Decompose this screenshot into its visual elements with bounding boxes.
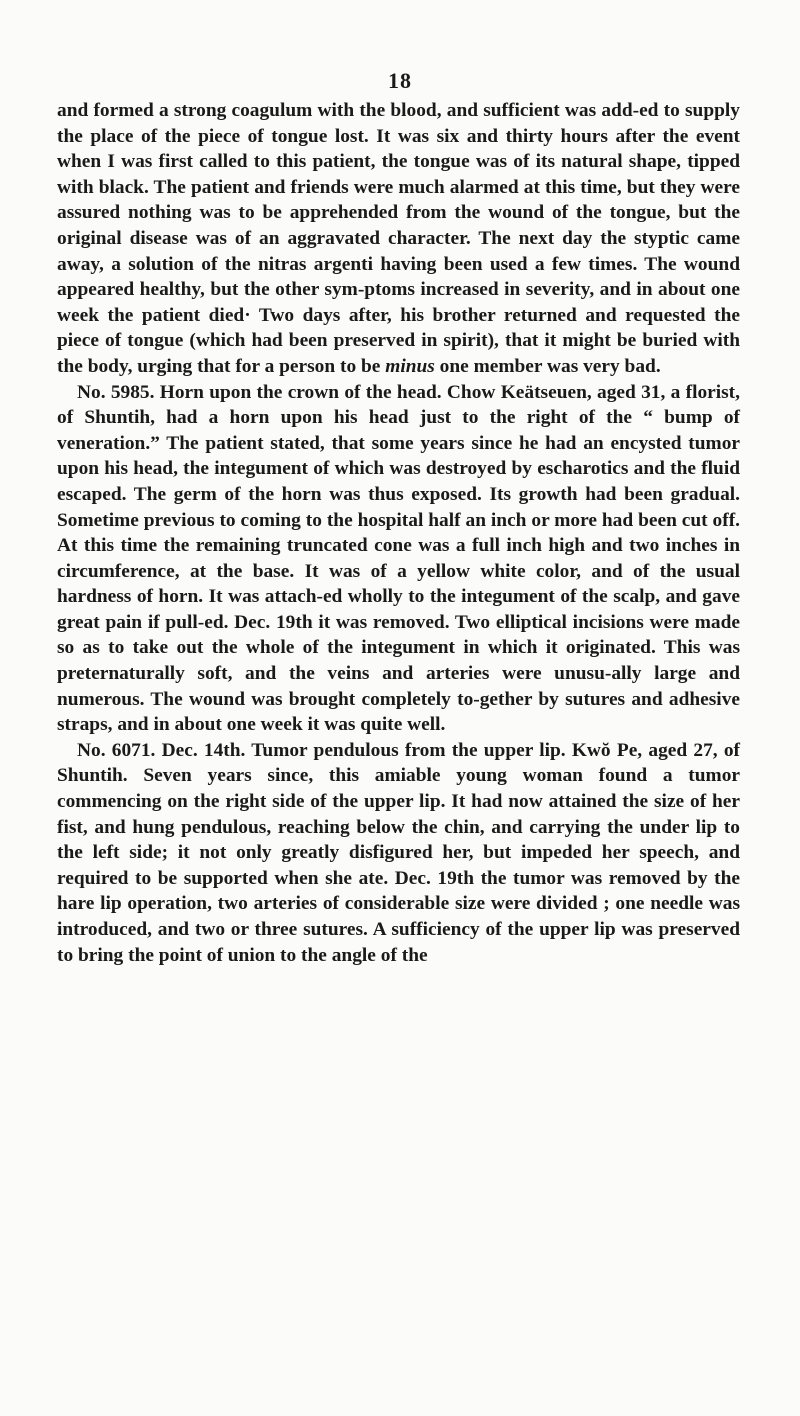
paragraph-continuation-end: one member was very bad. — [434, 355, 661, 377]
emphasis-minus: minus — [385, 355, 435, 377]
body-text — [57, 98, 740, 968]
paragraph-continuation-text: and formed a strong coagulum with the blood, and sufficient was add-ed to supply the place of the piece of tongue lost. It was six and thirty hours after the event when I was first called to this patient, the tongue was of its natural shape, tipped with black. The patient and friends were much alarmed at this time, but they were assured nothing was to be apprehended from the wound of the tongue, but the original disease was of an aggravated character. The next day the styptic came away, a solution of the nitras argenti having been used a few times. The wound appeared healthy, but the other sym-ptoms increased in severity, and in about one week the patient died· Two days after, his brother returned and requested the piece of tongue (which had been preserved in spirit), that it might be buried with the body, urging that for a person to be — [57, 100, 740, 377]
paragraph-continuation — [57, 98, 740, 380]
page-number: 18 — [388, 68, 412, 93]
paragraph-case-6071: No. 6071. Dec. 14th. Tumor pendulous from the upper lip. Kwŏ Pe, aged 27, of Shuntih. Seven years since, this amiable young woman found a tumor commencing on the right side of the upper lip. It had now attained the size of her fist, and hung pendulous, reaching below the chin, and carrying the under lip to the left side; it not only greatly disfigured her, but impeded her speech, and required to be supported when she ate. Dec. 19th the tumor was removed by the hare lip operation, two arteries of considerable size were divided ; one needle was introduced, and two or three sutures. A sufficiency of the upper lip was preserved to bring the point of union to the angle of the — [57, 739, 740, 966]
paragraph-case-5985: No. 5985. Horn upon the crown of the head. Chow Keätseuen, aged 31, a florist, of Shuntih, had a horn upon his head just to the right of the “ bump of veneration.” The patient stated, that some years since he had an encysted tumor upon his head, the integument of which was destroyed by escharotics and the fluid escaped. The germ of the horn was thus exposed. Its growth had been gradual. Sometime previous to coming to the hospital half an inch or more had been cut off. At this time the remaining truncated cone was a full inch high and two inches in circumference, at the base. It was of a yellow white color, and of the usual hardness of horn. It was attach-ed wholly to the integument of the scalp, and gave great pain if pull-ed. Dec. 19th it was removed. Two elliptical incisions were made so as to take out the whole of the integument in which it originated. This was preternaturally soft, and the veins and arteries were unusu-ally large and numerous. The wound was brought completely to-gether by sutures and adhesive straps, and in about one week it was quite well. — [57, 381, 740, 736]
